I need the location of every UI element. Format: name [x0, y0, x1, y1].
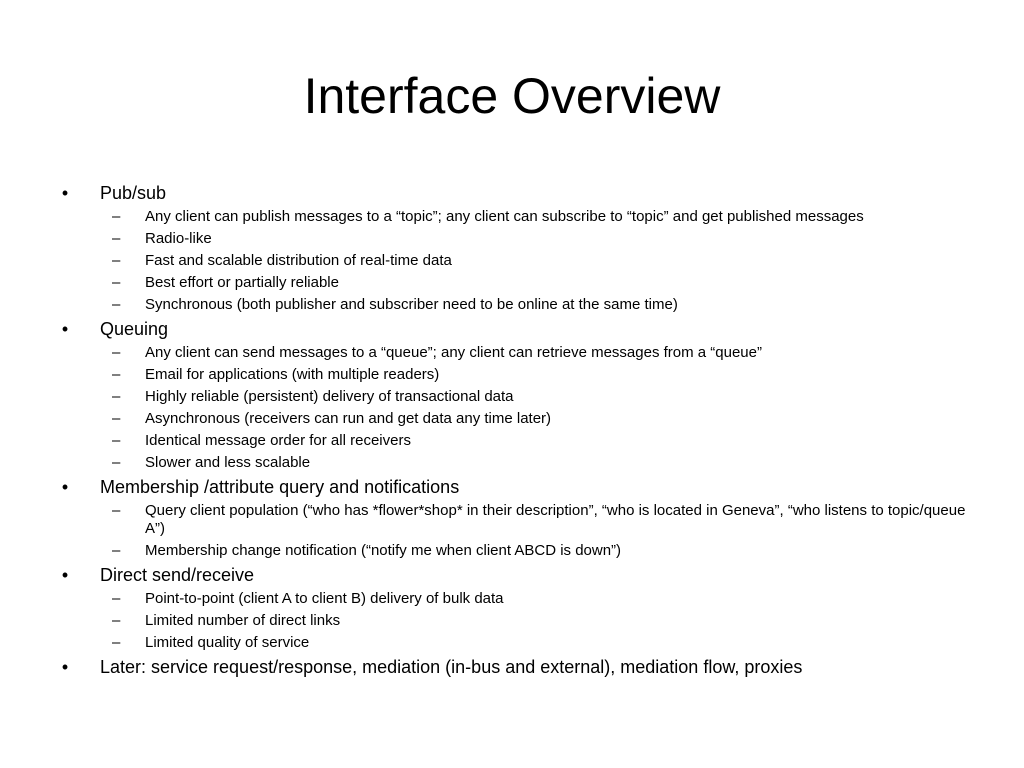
sub-item-label: Asynchronous (receivers can run and get data any time later) — [145, 410, 552, 427]
bullet-icon: • — [61, 657, 69, 677]
bullet-label: Pub/sub — [100, 183, 167, 203]
sub-item-label: Radio-like — [145, 230, 212, 247]
sub-list — [60, 206, 980, 316]
sub-item — [60, 452, 980, 474]
bullet-item-direct-send — [60, 562, 980, 588]
sub-item-label: Point-to-point (client A to client B) delivery of bulk data — [145, 590, 504, 607]
bullet-icon: • — [61, 183, 69, 203]
slide-title: Interface Overview — [303, 68, 721, 124]
sub-list — [60, 500, 980, 562]
bullet-label: Queuing — [100, 319, 169, 339]
sub-item — [60, 610, 980, 632]
sub-item-label: Identical message order for all receivers — [145, 432, 411, 449]
dash-icon: – — [112, 502, 121, 519]
sub-item-label: Limited number of direct links — [145, 612, 341, 629]
dash-icon: – — [112, 432, 121, 449]
dash-icon: – — [112, 252, 121, 269]
bullet-label: Later: service request/response, mediation (in-bus and external), mediation flow, proxies — [100, 657, 803, 677]
sub-item-label: Email for applications (with multiple readers) — [145, 366, 440, 383]
dash-icon: – — [112, 410, 121, 427]
sub-item — [60, 430, 980, 452]
sub-item-label: Highly reliable (persistent) delivery of transactional data — [145, 388, 514, 405]
sub-item — [60, 500, 980, 540]
sub-item — [60, 632, 980, 654]
bullet-item-queuing — [60, 316, 980, 342]
sub-list — [60, 588, 980, 654]
sub-item — [60, 272, 980, 294]
bullet-icon: • — [61, 477, 69, 497]
dash-icon: – — [112, 344, 121, 361]
dash-icon: – — [112, 230, 121, 247]
sub-list-queuing — [60, 342, 980, 474]
bullet-label: Direct send/receive — [100, 565, 255, 585]
bullet-item-pub-sub — [60, 180, 980, 206]
sub-item — [60, 228, 980, 250]
sub-item-label: Fast and scalable distribution of real-time data — [145, 252, 452, 269]
sub-list-direct-send — [60, 588, 980, 654]
dash-icon: – — [112, 366, 121, 383]
sub-item — [60, 206, 980, 228]
sub-item-label: Best effort or partially reliable — [145, 274, 339, 291]
sub-list-pub-sub — [60, 206, 980, 316]
sub-item — [60, 364, 980, 386]
dash-icon: – — [112, 296, 121, 313]
bullet-list — [60, 180, 980, 680]
sub-item — [60, 386, 980, 408]
sub-item — [60, 408, 980, 430]
sub-item-label: Any client can send messages to a “queue”; any client can retrieve messages from a “queue” — [145, 344, 762, 361]
sub-item — [60, 294, 980, 316]
sub-item — [60, 540, 980, 562]
slide-content — [60, 180, 980, 680]
dash-icon: – — [112, 590, 121, 607]
dash-icon: – — [112, 634, 121, 651]
sub-item-label: Query client population (“who has *flower*shop* in their description”, “who is located in Geneva”, “who listens to topic/queue A”) — [145, 502, 966, 537]
bullet-item-later — [60, 654, 980, 680]
sub-item-label: Limited quality of service — [145, 634, 310, 651]
sub-item-label: Slower and less scalable — [145, 454, 311, 471]
sub-item — [60, 342, 980, 364]
sub-item-label: Any client can publish messages to a “topic”; any client can subscribe to “topic” and get published messages — [145, 208, 864, 225]
sub-item — [60, 250, 980, 272]
bullet-icon: • — [61, 565, 69, 585]
bullet-item-membership — [60, 474, 980, 500]
dash-icon: – — [112, 612, 121, 629]
sub-item-label: Membership change notification (“notify me when client ABCD is down”) — [145, 542, 622, 559]
bullet-label: Membership /attribute query and notifications — [100, 477, 460, 497]
bullet-icon: • — [61, 319, 69, 339]
dash-icon: – — [112, 388, 121, 405]
sub-item — [60, 588, 980, 610]
dash-icon: – — [112, 454, 121, 471]
dash-icon: – — [112, 208, 121, 225]
sub-list-membership — [60, 500, 980, 562]
sub-item-label: Synchronous (both publisher and subscriber need to be online at the same time) — [145, 296, 678, 313]
dash-icon: – — [112, 542, 121, 559]
sub-list — [60, 342, 980, 474]
dash-icon: – — [112, 274, 121, 291]
